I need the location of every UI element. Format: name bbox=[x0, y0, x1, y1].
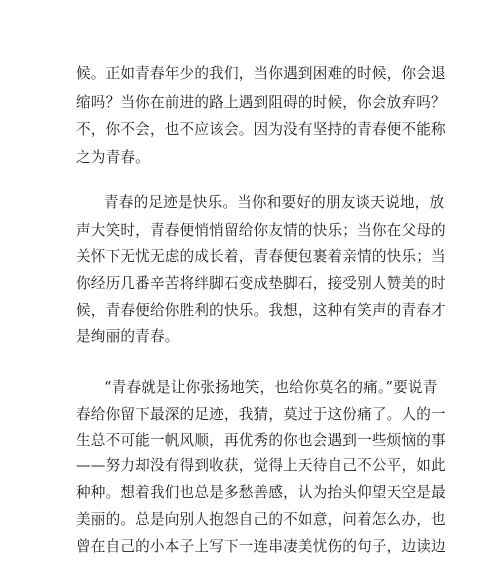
text-line: 生总不可能一帆风顺，再优秀的你也会遇到一些烦恼的事 bbox=[76, 432, 446, 449]
text-line: 你经历几番辛苦将绊脚石变成垫脚石，接受别人赞美的时 bbox=[76, 275, 446, 292]
text-line: 之为青春。 bbox=[76, 149, 150, 166]
text-line: 缩吗？当你在前进的路上遇到阻碍的时候，你会放弃吗？ bbox=[76, 94, 446, 111]
text-line: 青春的足迹是快乐。当你和要好的朋友谈天说地，放 bbox=[104, 194, 445, 211]
text-line: “青春就是让你张扬地笑，也给你莫名的痛。”要说青 bbox=[104, 379, 438, 396]
text-line: 不，你不会，也不应该会。因为没有坚持的青春便不能称 bbox=[76, 121, 446, 138]
text-line: 声大笑时，青春便悄悄留给你友情的快乐；当你在父母的 bbox=[76, 222, 446, 239]
text-line: 美丽的。总是向别人抱怨自己的不如意，问着怎么办，也 bbox=[76, 511, 446, 528]
text-line: 春给你留下最深的足迹，我猜，莫过于这份痛了。人的一 bbox=[76, 406, 446, 423]
text-line: ——努力却没有得到收获，觉得上天待自己不公平，如此 bbox=[76, 457, 446, 474]
text-line: 关怀下无忧无虑的成长着，青春便包裹着亲情的快乐；当 bbox=[76, 248, 446, 265]
text-line: 种种。想着我们也总是多愁善感，认为抬头仰望天空是最 bbox=[76, 484, 446, 501]
text-line: 是绚丽的青春。 bbox=[76, 328, 180, 345]
text-line: 曾在自己的小本子上写下一连串凄美忧伤的句子，边读边 bbox=[76, 538, 446, 555]
text-line: 候，青春便给你胜利的快乐。我想，这种有笑声的青春才 bbox=[76, 302, 446, 319]
text-line: 候。正如青春年少的我们，当你遇到困难的时候，你会退 bbox=[76, 65, 446, 82]
